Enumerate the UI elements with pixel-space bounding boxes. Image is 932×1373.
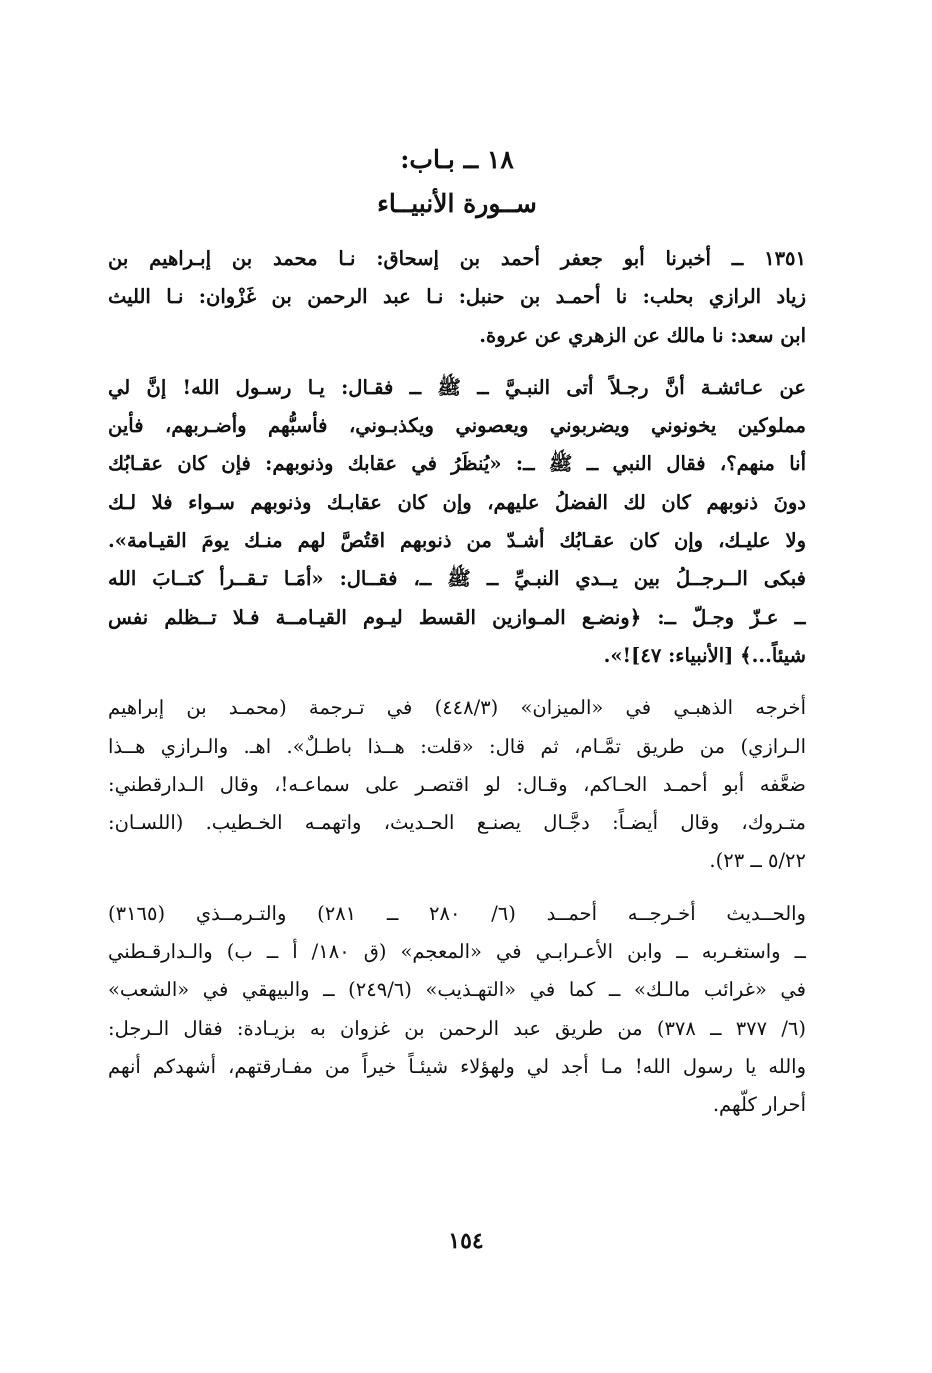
text-line: ١٣٥١ ــ أخبرنا أبو جعفر أحمد بن إسحاق: نـا محمد بن إبـراهيم بن — [108, 247, 806, 270]
text-line: الـرازي) من طريق تمَّـام، ثم قال: «قلت: هــذا باطـلٌ». اهـ. والـرازي هــذا — [108, 734, 806, 758]
page-body — [108, 138, 806, 1139]
text-line: أنا منهم؟، فقال النبي ــ ﷺ ــ: «يُنظَرُ في عقابك وذنوبهم: فإن كان عقـابُك — [108, 452, 806, 476]
matn-paragraph — [108, 369, 806, 675]
isnad-paragraph — [108, 240, 806, 355]
chapter-title: ســورة الأنبيــاء — [377, 189, 537, 218]
text-line: زياد الرازي بحلب: نا أحمـد بن حنبل: نـا عبد الرحمن بن غَزْوان: نـا الليث — [108, 285, 806, 309]
page-number: ١٥٤ — [448, 1228, 484, 1254]
text-line: شيئاً...﴾ [الأنبياء: ٤٧]!». — [603, 643, 806, 667]
text-line: ابن سعد: نا مالك عن الزهري عن عروة. — [479, 323, 806, 347]
text-line: عن عـائشـة أنَّ رجـلاً أتى النبـيَّ ــ ﷺ ــ فقـال: يـا رسـول الله! إنَّ لي — [108, 375, 806, 399]
text-line: والحــديث أخـرجــه أحمــد (٦/ ٢٨٠ ــ ٢٨١) والتـرمــذي (٣١٦٥) — [108, 901, 806, 925]
text-line: مملوكين يخونوني ويضربوني ويعصوني ويكذبـوني، فأسبُّهم وأضـربهم، فأين — [108, 414, 806, 438]
text-line: ــ واستغـربه ــ وابن الأعـرابـي في «المعجم» (ق ١٨٠/ أ ــ ب) والـدارقـطني — [108, 940, 806, 964]
takhrij-paragraph-1 — [108, 689, 806, 880]
text-line: والله يا رسول الله! مـا أجد لي ولهؤلاء شيئـاً خيراً من مفـارقتهم، أشهدكم أنهم — [108, 1054, 806, 1078]
text-line: ولا عليـك، وإن كان عقـابُك أشـدّ من ذنوبهم اقتُصَّ لهم منـك يومَ القيـامة». — [108, 529, 806, 553]
text-line: متـروك، وقال أيضـاً: دجَّـال يصنـع الحـديث، واتهمـه الخـطيب. (اللسـان: — [108, 811, 806, 835]
text-line: دونَ ذنوبهم كان لك الفضلُ عليهم، وإن كان عقابـك وذنوبهم سـواء فلا لـك — [108, 490, 806, 514]
chapter-number: ١٨ ــ بـاب: — [400, 145, 514, 174]
text-line: في «غرائب مالـك» ــ كما في «التهـذيب» (٢٤٩/٦) ــ والبيهقي في «الشعب» — [108, 978, 806, 1002]
text-line: أخرجه الذهبـي في «الميزان» (٤٤٨/٣) في تـرجمة (محمـد بن إبراهيم — [108, 696, 806, 720]
text-line: ٥/٢٢ ــ ٢٣). — [709, 849, 806, 873]
text-line: (٦/ ٣٧٧ ــ ٣٧٨) من طريق عبد الرحمن بن غزوان به بزيـادة: فقال الـرجل: — [108, 1016, 806, 1040]
text-line: فبكى الــرجــلُ بين يــدي النبـيِّ ــ ﷺ ــ، فقــال: «أمَـا تـقــرأ كتــابَ الله — [108, 567, 806, 591]
text-line: أحرار كلّهم. — [712, 1093, 806, 1117]
text-line: ضعَّفه أبو أحمـد الحـاكم، وقـال: لو اقتصـر على سماعـه!، وقال الـدارقطني: — [108, 772, 806, 796]
takhrij-paragraph-2 — [108, 895, 806, 1125]
text-line: ــ عـزّ وجـلّ ــ: ﴿ونضـع المـوازين القسط ليـوم القيـامــة فـلا تــظلم نفس — [108, 605, 806, 629]
